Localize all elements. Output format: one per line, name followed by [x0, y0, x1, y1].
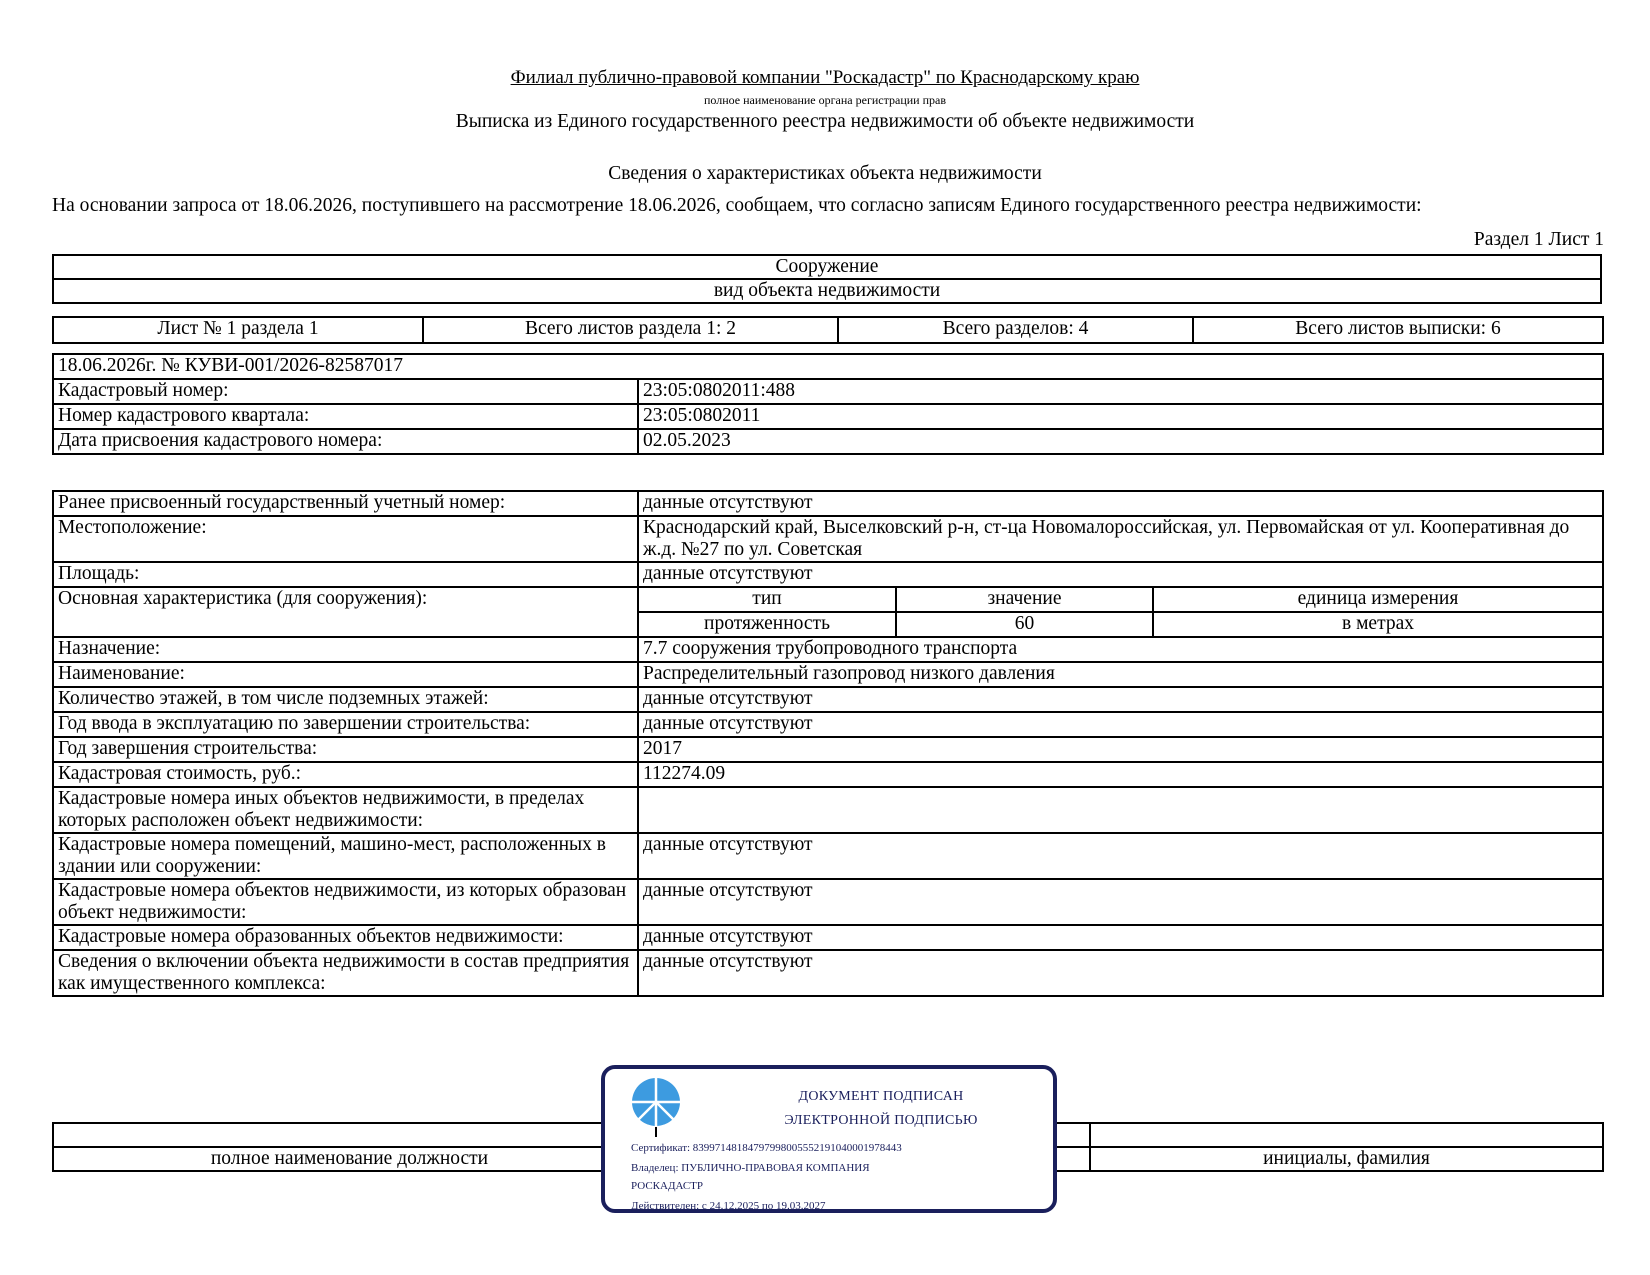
total-sections: Всего разделов: 4 — [838, 317, 1193, 343]
object-kind-value: Сооружение — [53, 255, 1601, 279]
row-value: Краснодарский край, Выселковский р-н, ст-ца Новомалороссийская, ул. Первомайская от ул. Кооперативная до ж.д. №27 по ул. Советская — [638, 516, 1603, 562]
stamp-title-line2: ЭЛЕКТРОННОЙ ПОДПИСЬЮ — [784, 1113, 978, 1128]
electronic-signature-stamp — [601, 1065, 1057, 1213]
organization-name: Филиал публично-правовой компании "Роскадастр" по Краснодарскому краю — [510, 67, 1140, 88]
row-label: Кадастровые номера иных объектов недвижимости, в пределах которых расположен объект недвижимости: — [53, 787, 638, 833]
characteristic-header: единица измерения — [1153, 588, 1602, 612]
row-value: данные отсутствуют — [638, 950, 1603, 996]
characteristic-value: в метрах — [1153, 612, 1602, 636]
name-caption: инициалы, фамилия — [1090, 1147, 1603, 1171]
stamp-owner-line2: РОСКАДАСТР — [631, 1180, 704, 1192]
row-value: данные отсутствуют — [638, 712, 1603, 737]
row-label: Назначение: — [53, 637, 638, 662]
row-value — [638, 787, 1603, 833]
row-value: данные отсутствуют — [638, 491, 1603, 516]
organization-caption: полное наименование органа регистрации прав — [703, 93, 947, 107]
row-label: Кадастровая стоимость, руб.: — [53, 762, 638, 787]
total-section-sheets: Всего листов раздела 1: 2 — [423, 317, 838, 343]
row-value: данные отсутствуют — [638, 562, 1603, 587]
roskadastr-logo-icon — [631, 1077, 683, 1137]
section-sheet-label: Раздел 1 Лист 1 — [1473, 229, 1604, 250]
row-label: Площадь: — [53, 562, 638, 587]
row-value: 02.05.2023 — [638, 429, 1603, 454]
row-value: 112274.09 — [638, 762, 1603, 787]
row-value: данные отсутствуют — [638, 925, 1603, 950]
row-label: Кадастровый номер: — [53, 379, 638, 404]
row-value: 7.7 сооружения трубопроводного транспорта — [638, 637, 1603, 662]
characteristic-header: значение — [896, 588, 1153, 612]
row-value: данные отсутствуют — [638, 833, 1603, 879]
sheets-table — [52, 316, 1604, 344]
position-caption-text: полное наименование должности — [210, 1148, 489, 1169]
row-label: Дата присвоения кадастрового номера: — [53, 429, 638, 454]
characteristic-table — [639, 588, 1602, 636]
row-label: Ранее присвоенный государственный учетный номер: — [53, 491, 638, 516]
record-table — [52, 353, 1604, 455]
sheet-number: Лист № 1 раздела 1 — [53, 317, 423, 343]
object-kind-table — [52, 254, 1602, 304]
document-title: Выписка из Единого государственного реестра недвижимости об объекте недвижимости — [455, 111, 1195, 132]
row-value: 2017 — [638, 737, 1603, 762]
details-table — [52, 490, 1604, 997]
row-label: Сведения о включении объекта недвижимости в состав предприятия как имущественного комплекса: — [53, 950, 638, 996]
characteristic-label: Основная характеристика (для сооружения): — [53, 587, 638, 637]
characteristic-header: тип — [639, 588, 896, 612]
total-extract-sheets: Всего листов выписки: 6 — [1193, 317, 1603, 343]
characteristic-value: 60 — [896, 612, 1153, 636]
row-label: Номер кадастрового квартала: — [53, 404, 638, 429]
row-label: Год ввода в эксплуатацию по завершении строительства: — [53, 712, 638, 737]
record-id: 18.06.2026г. № КУВИ-001/2026-82587017 — [53, 354, 1603, 379]
stamp-certificate: Сертификат: 83997148184797998005552191040001978443 — [631, 1142, 902, 1154]
row-value: 23:05:0802011:488 — [638, 379, 1603, 404]
row-value: 23:05:0802011 — [638, 404, 1603, 429]
stamp-title-line1: ДОКУМЕНТ ПОДПИСАН — [798, 1089, 964, 1104]
row-label: Местоположение: — [53, 516, 638, 562]
row-value: данные отсутствуют — [638, 687, 1603, 712]
row-value: данные отсутствуют — [638, 879, 1603, 925]
intro-text: На основании запроса от 18.06.2026, поступившего на рассмотрение 18.06.2026, сообщаем, что согласно записям Единого государственного реестра недвижимости: — [52, 195, 1422, 216]
name-field — [1090, 1123, 1603, 1147]
row-label: Наименование: — [53, 662, 638, 687]
row-label: Кадастровые номера помещений, машино-мест, расположенных в здании или сооружении: — [53, 833, 638, 879]
section-heading: Сведения о характеристиках объекта недвижимости — [608, 163, 1042, 184]
row-value: Распределительный газопровод низкого давления — [638, 662, 1603, 687]
object-kind-caption: вид объекта недвижимости — [53, 279, 1601, 303]
stamp-owner-line1: Владелец: ПУБЛИЧНО-ПРАВОВАЯ КОМПАНИЯ — [631, 1162, 870, 1174]
characteristic-cell — [638, 587, 1603, 637]
characteristic-value: протяженность — [639, 612, 896, 636]
stamp-validity: Действителен: с 24.12.2025 по 19.03.2027 — [631, 1200, 826, 1212]
row-label: Кадастровые номера объектов недвижимости, из которых образован объект недвижимости: — [53, 879, 638, 925]
row-label: Кадастровые номера образованных объектов недвижимости: — [53, 925, 638, 950]
row-label: Количество этажей, в том числе подземных этажей: — [53, 687, 638, 712]
row-label: Год завершения строительства: — [53, 737, 638, 762]
